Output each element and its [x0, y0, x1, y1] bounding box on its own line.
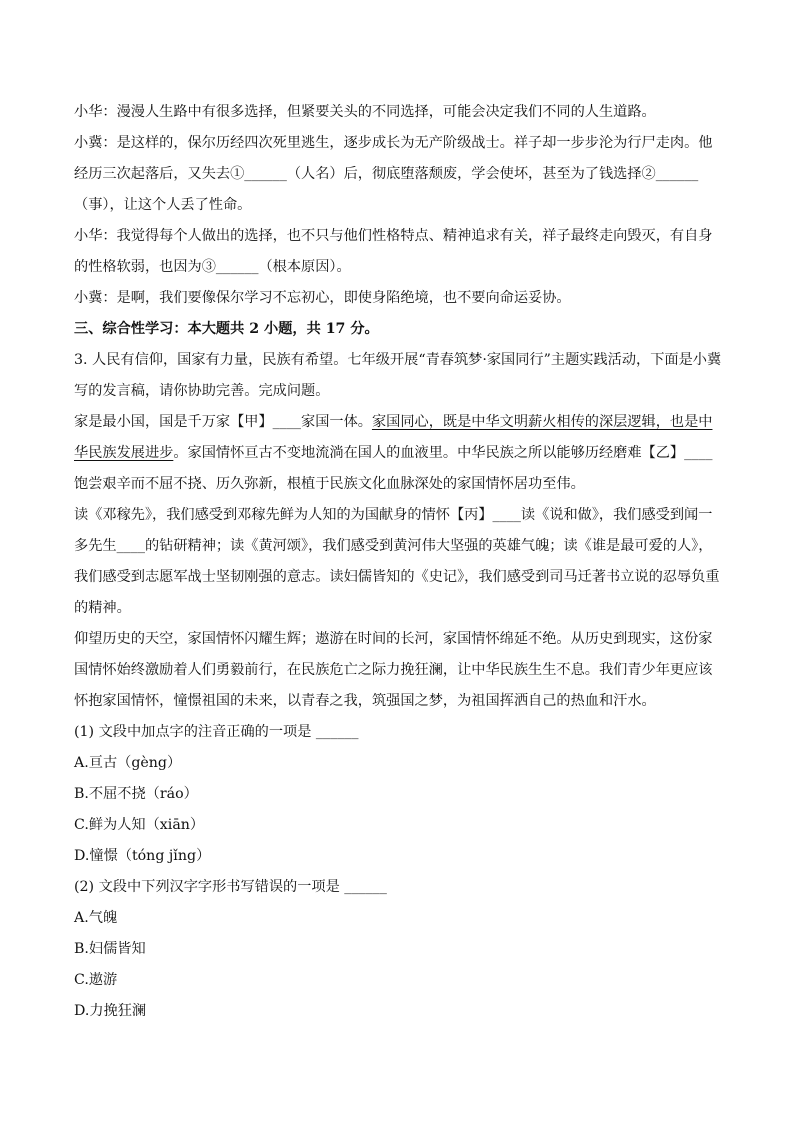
- dialogue-line-4: 小冀：是啊，我们要像保尔学习不忘初心，即使身陷绝境，也不要向命运妥协。: [74, 290, 571, 306]
- question-3-intro: 3. 人民有信仰，国家有力量，民族有希望。七年级开展“青春筑梦·家国同行”主题实践活动，下面是小冀写的发言稿，请你协助完善。完成问题。: [74, 352, 722, 399]
- passage-paragraph-3: 仰望历史的天空，家国情怀闪耀生辉；遨游在时间的长河，家国情怀绵延不绝。从历史到现实，这份家国情怀始终激励着人们勇毅前行，在民族危亡之际力挽狂澜，让中华民族生生不息。我们青少年更应该怀抱家国情怀，憧憬祖国的未来，以青春之我，筑强国之梦，为祖国挥洒自己的热血和汗水。: [74, 631, 713, 709]
- question-2-option-b: B.妇儒皆知: [74, 941, 146, 957]
- question-2-option-a: A.气魄: [74, 910, 118, 926]
- question-1-option-d: D.憧憬（tóng jǐng）: [74, 848, 211, 864]
- dialogue-line-2: 小冀：是这样的，保尔历经四次死里逃生，逐步成长为无产阶级战士。祥子却一步步沦为行尸走肉。他经历三次起落后，又失去①______（人名）后，彻底堕落颓废，学会使坏，甚至为了钱选择②______（事），让这个人丢了性命。: [74, 135, 713, 213]
- dialogue-line-3: 小华：我觉得每个人做出的选择，也不只与他们性格特点、精神追求有关，祥子最终走向毁灭，有自身的性格软弱，也因为③______（根本原因）。: [74, 228, 713, 275]
- question-1-option-b: B.不屈不挠（ráo）: [74, 786, 198, 802]
- passage-paragraph-1-rest: 。家国情怀亘古不变地流淌在国人的血液里。中华民族之所以能够历经磨难【乙】____饱尝艰辛而不屈不挠、历久弥新，根植于民族文化血脉深处的家国情怀居功至伟。: [74, 445, 713, 492]
- section-heading: 三、综合性学习：本大题共 2 小题，共 17 分。: [74, 321, 379, 337]
- passage-paragraph-1: [74, 407, 722, 500]
- question-1-stem: (1) 文段中加点字的注音正确的一项是 ______: [74, 724, 359, 740]
- passage-paragraph-2: 读《邓稼先》，我们感受到邓稼先鲜为人知的为国献身的情怀【丙】____读《说和做》，我们感受到闻一多先生____的钻研精神；读《黄河颂》，我们感受到黄河伟大坚强的英雄气魄；读《谁是最可爱的人》，我们感受到志愿军战士坚韧刚强的意志。读妇儒皆知的《史记》，我们感受到司马迁著书立说的忍辱负重的精神。: [74, 507, 720, 616]
- passage-paragraph-1-underlined: 家国同心，既是中华文明薪火相传的深层逻辑，也是中华民族发展进步: [74, 414, 713, 461]
- question-2-stem: (2) 文段中下列汉字字形书写错误的一项是 ______: [74, 879, 387, 895]
- question-1-option-a: A.亘古（gèng）: [74, 755, 182, 771]
- question-2-option-d: D.力挽狂澜: [74, 1003, 147, 1019]
- question-2-option-c: C.遨游: [74, 972, 118, 988]
- dialogue-line-1: 小华：漫漫人生路中有很多选择，但紧要关头的不同选择，可能会决定我们不同的人生道路。: [74, 104, 656, 120]
- question-1-option-c: C.鲜为人知（xiān）: [74, 817, 205, 833]
- passage-paragraph-1-lead: 家是最小国，国是千万家【甲】____家国一体。: [74, 414, 372, 430]
